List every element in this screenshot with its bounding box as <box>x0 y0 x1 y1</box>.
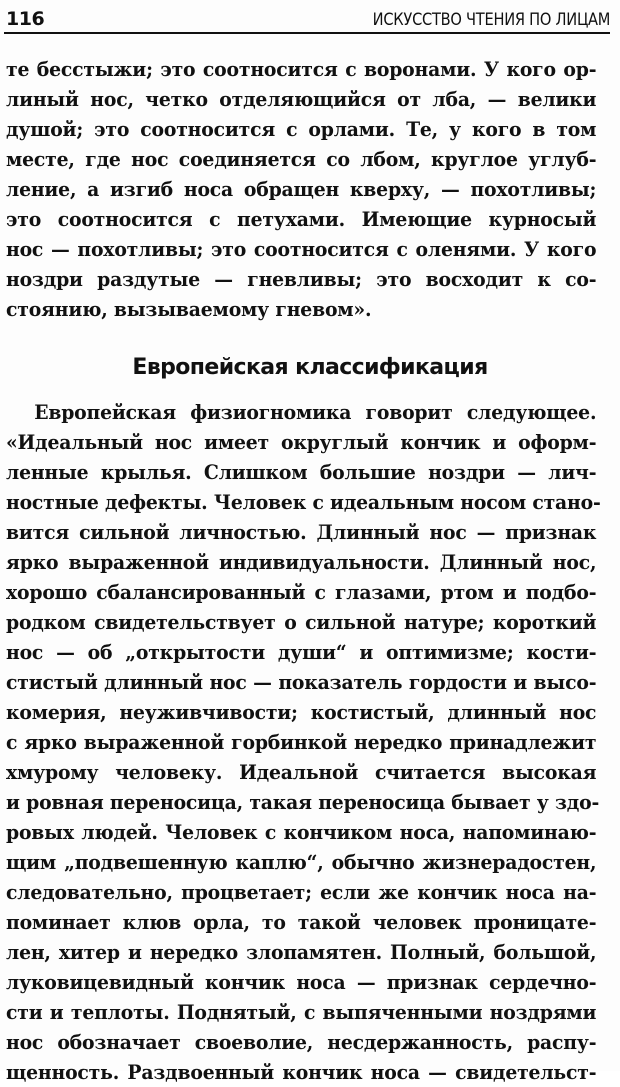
text-line: ленные крылья. Слишком большие ноздри — лич- <box>6 460 597 484</box>
text-line: родком свидетельствует о сильной натуре; короткий <box>6 610 597 634</box>
text-line: ровых людей. Человек с кончиком носа, напоминаю- <box>6 820 597 844</box>
text-line: хорошо сбалансированный с глазами, ртом и подбо- <box>6 580 597 604</box>
text-line: щенность. Раздвоенный кончик носа — свидетельст- <box>6 1060 597 1084</box>
text-line: «Идеальный нос имеет округлый кончик и оформ- <box>6 430 597 454</box>
text-line: месте, где нос соединяется со лбом, круглое углуб- <box>6 147 597 171</box>
page-number: 116 <box>6 8 45 30</box>
text-line: комерия, неуживчивости; костистый, длинный нос <box>6 700 597 724</box>
text-line: нос — об „открытости души“ и оптимизме; кости- <box>6 640 597 664</box>
running-title: ИСКУССТВО ЧТЕНИЯ ПО ЛИЦАМ <box>372 10 610 30</box>
text-line: линый нос, четко отделяющийся от лба, — велики <box>6 87 597 111</box>
text-line: следовательно, процветает; если же кончик носа на- <box>6 880 597 904</box>
section-heading: Европейская классификация <box>132 355 488 380</box>
text-line: ностные дефекты. Человек с идеальным носом стано- <box>6 490 601 514</box>
text-line: лен, хитер и нередко злопамятен. Полный, большой, <box>6 940 597 964</box>
header-divider <box>4 32 610 34</box>
text-line: ление, а изгиб носа обращен кверху, — похотливы; <box>6 177 597 201</box>
text-line: с ярко выраженной горбинкой нередко принадлежит <box>6 730 597 754</box>
text-line: душой; это соотносится с орлами. Те, у кого в том <box>6 117 597 141</box>
text-line: стистый длинный нос — показатель гордости и высо- <box>6 670 597 694</box>
text-line: нос — похотливы; это соотносится с оленями. У кого <box>6 237 597 261</box>
text-line: луковицевидный кончик носа — признак сердечно- <box>6 970 597 994</box>
text-line: хмурому человеку. Идеальной считается высокая <box>6 760 597 784</box>
text-line: стоянию, вызываемому гневом». <box>6 297 372 321</box>
text-line: те бесстыжи; это соотносится с воронами. У кого ор- <box>6 57 597 81</box>
page-header <box>6 4 610 30</box>
text-line: ярко выраженной индивидуальности. Длинный нос, <box>6 550 597 574</box>
text-line: вится сильной личностью. Длинный нос — признак <box>6 520 597 544</box>
text-line: Европейская физиогномика говорит следующее. <box>34 400 597 424</box>
text-line: и ровная переносица, такая переносица бывает у здо- <box>6 790 600 814</box>
text-line: нос обозначает своеволие, несдержанность, распу- <box>6 1030 597 1054</box>
text-line: щим „подвешенную каплю“, обычно жизнерадостен, <box>6 850 597 874</box>
text-line: это соотносится с петухами. Имеющие курносый <box>6 207 597 231</box>
text-line: сти и теплоты. Поднятый, с выпяченными ноздрями <box>6 1000 597 1024</box>
text-line: поминает клюв орла, то такой человек проницате- <box>6 910 597 934</box>
text-line: ноздри раздутые — гневливы; это восходит к со- <box>6 267 597 291</box>
